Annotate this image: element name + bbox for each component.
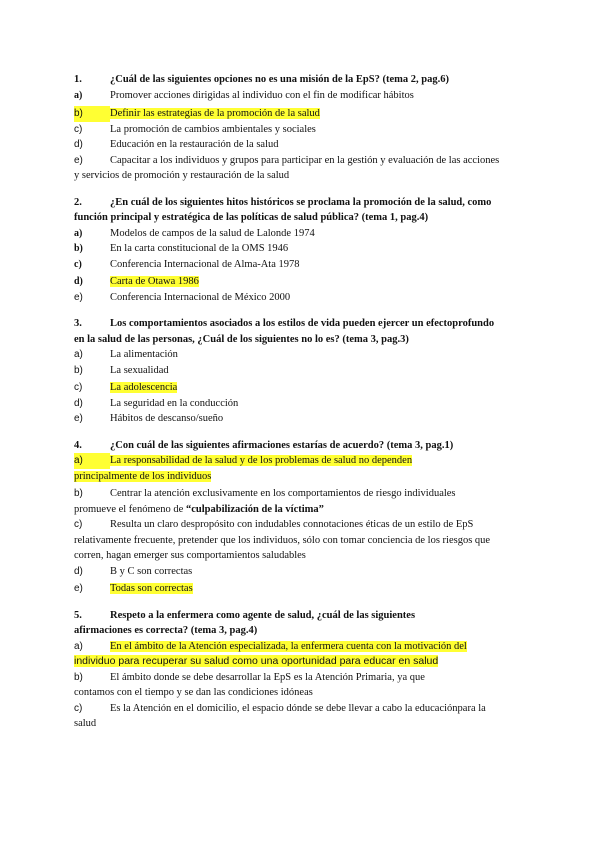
option-continuation: salud (74, 718, 97, 729)
option-letter: a) (74, 349, 83, 360)
question-1 (74, 72, 526, 184)
question-text-cont: afirmaciones es correcta? (tema 3, pag.4) (74, 625, 258, 636)
question-text-cont: función principal y estratégica de las políticas de salud pública? (tema 1, pag.4) (74, 212, 429, 223)
option-text: B y C son correctas (110, 565, 193, 577)
option-c (74, 257, 526, 273)
question-3 (74, 316, 526, 427)
question-4 (74, 438, 526, 597)
option-e (74, 411, 526, 427)
option-text: Centrar la atención exclusivamente en los comportamientos de riesgo individuales (110, 488, 456, 499)
question-list (74, 72, 526, 743)
option-text: Conferencia Internacional de México 2000 (110, 291, 291, 303)
option-letter: c) (74, 258, 82, 270)
option-b (74, 670, 526, 686)
question-number: 3. (74, 318, 82, 329)
option-letter: c) (74, 519, 83, 530)
option-a (74, 226, 526, 242)
question-text: ¿Con cuál de las siguientes afirmaciones estarías de acuerdo? (tema 3, pag.1) (110, 439, 454, 451)
option-letter: e) (74, 583, 83, 594)
option-letter: c) (74, 382, 83, 393)
option-continuation: relativamente frecuente, pretender que los individuos, sólo con tomar conciencia de los riesgos que (74, 534, 491, 546)
highlighted-answer: Todas son correctas (110, 583, 193, 594)
option-text: Resulta un claro despropósito con indudables connotaciones éticas de un estilo de EpS (110, 519, 474, 530)
option-b-correct (74, 106, 526, 122)
option-letter: d) (74, 565, 83, 577)
highlighted-answer-cont: principalmente de los individuos (74, 470, 212, 482)
option-a (74, 88, 526, 104)
option-text: Educación en la restauración de la salud (110, 139, 279, 150)
option-text: Modelos de campos de la salud de Lalonde 1974 (110, 227, 315, 239)
option-text: Capacitar a los individuos y grupos para participar en la gestión y evaluación de las acciones (110, 154, 500, 166)
option-c (74, 122, 526, 138)
option-text: La sexualidad (110, 364, 169, 376)
option-e (74, 290, 526, 306)
option-letter: c) (74, 123, 83, 135)
option-letter: e) (74, 154, 83, 166)
option-a (74, 347, 526, 363)
option-text: La promoción de cambios ambientales y sociales (110, 123, 316, 135)
highlighted-answer: La adolescencia (110, 382, 178, 393)
question-text: ¿En cuál de los siguientes hitos históricos se proclama la promoción de la salud, como (110, 196, 492, 208)
option-letter: e) (74, 291, 83, 303)
option-c (74, 701, 526, 717)
question-number: 1. (74, 74, 82, 85)
option-letter: b) (74, 243, 83, 254)
emphasis-text: “culpabilización de la víctima” (185, 503, 324, 515)
option-continuation: corren, hagan emerger sus comportamientos saludables (74, 550, 306, 561)
option-e-correct (74, 581, 526, 597)
option-d (74, 137, 526, 153)
option-c-correct (74, 380, 526, 396)
option-text: Hábitos de descanso/sueño (110, 413, 224, 424)
question-header (74, 438, 526, 454)
option-d (74, 396, 526, 412)
question-number: 5. (74, 609, 82, 621)
question-2 (74, 195, 526, 306)
option-letter: b) (74, 106, 110, 122)
option-e (74, 153, 526, 169)
option-b (74, 241, 526, 257)
option-continuation: y servicios de promoción y restauración de la salud (74, 170, 290, 181)
option-letter: a) (74, 453, 110, 469)
option-letter: c) (74, 702, 83, 714)
question-text: Los comportamientos asociados a los estilos de vida pueden ejercer un efectoprofundo (110, 318, 495, 329)
option-d-correct (74, 274, 526, 290)
option-text: En la carta constitucional de la OMS 1946 (110, 243, 289, 254)
option-text: La seguridad en la conducción (110, 397, 239, 409)
highlighted-answer: En el ámbito de la Atención especializada, la enfermera cuenta con la motivación del (110, 640, 467, 652)
option-letter: d) (74, 397, 83, 409)
option-b (74, 363, 526, 379)
highlighted-answer-cont: individuo para recuperar su salud como una oportunidad para educar en salud (74, 655, 439, 667)
option-text: Promover acciones dirigidas al individuo con el fin de modificar hábitos (110, 89, 414, 101)
question-header (74, 316, 526, 332)
option-letter: b) (74, 671, 83, 683)
option-text: Es la Atención en el domicilio, el espacio dónde se debe llevar a cabo la educaciónpara la (110, 702, 486, 714)
option-c (74, 517, 526, 533)
option-text: Conferencia Internacional de Alma-Ata 1978 (110, 258, 300, 270)
option-letter: d) (74, 276, 83, 287)
highlighted-answer: Carta de Otawa 1986 (110, 276, 199, 287)
question-number: 2. (74, 196, 82, 208)
question-text: Respeto a la enfermera como agente de salud, ¿cuál de las siguientes (110, 609, 416, 621)
highlighted-answer: Definir las estrategias de la promoción de la salud (110, 108, 320, 119)
option-continuation: promueve el fenómeno de “culpabilización de la víctima” (74, 503, 324, 515)
option-letter: d) (74, 139, 83, 150)
question-number: 4. (74, 439, 82, 451)
highlighted-answer: La responsabilidad de la salud y de los problemas de salud no dependen (110, 455, 413, 466)
option-letter: e) (74, 413, 83, 424)
option-letter: b) (74, 488, 83, 499)
option-letter: a) (74, 227, 83, 239)
option-letter: a) (74, 640, 83, 652)
option-text: La alimentación (110, 349, 178, 360)
option-letter: b) (74, 364, 83, 376)
question-text: ¿Cuál de las siguientes opciones no es una misión de la EpS? (tema 2, pag.6) (110, 74, 449, 85)
option-d (74, 564, 526, 580)
question-header (74, 608, 526, 624)
option-a-correct (74, 453, 526, 469)
option-letter: a) (74, 89, 83, 101)
question-5 (74, 608, 526, 732)
question-header (74, 72, 526, 88)
question-header (74, 195, 526, 211)
option-b (74, 486, 526, 502)
option-continuation: contamos con el tiempo y se dan las condiciones idóneas (74, 687, 313, 698)
option-a-correct (74, 639, 526, 655)
question-text-cont: en la salud de las personas, ¿Cuál de los siguientes no lo es? (tema 3, pag.3) (74, 333, 409, 345)
option-text: El ámbito donde se debe desarrollar la EpS es la Atención Primaria, ya que (110, 671, 425, 683)
